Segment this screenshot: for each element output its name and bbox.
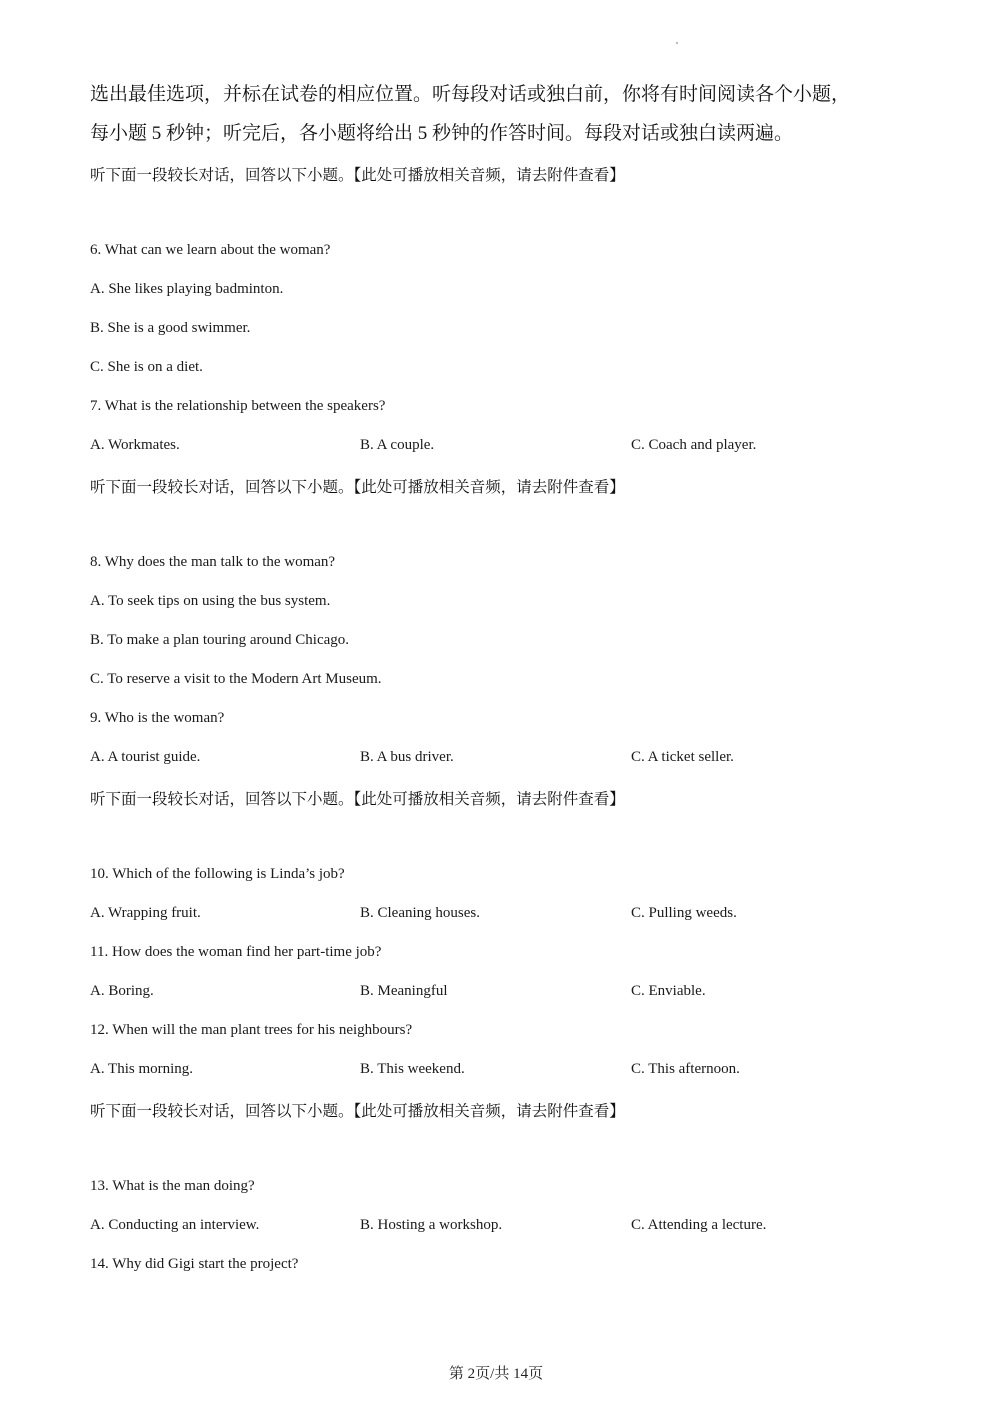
- question-7-option-b: B. A couple.: [360, 437, 435, 453]
- question-6-option-b: B. She is a good swimmer.: [90, 320, 251, 336]
- question-8-stem: 8. Why does the man talk to the woman?: [90, 554, 336, 570]
- question-10-stem: 10. Which of the following is Linda’s job?: [90, 866, 345, 882]
- question-6-stem: 6. What can we learn about the woman?: [90, 242, 331, 258]
- question-11-option-c: C. Enviable.: [631, 983, 706, 999]
- question-9-option-c: C. A ticket seller.: [631, 749, 734, 765]
- question-10-option-b: B. Cleaning houses.: [360, 905, 480, 921]
- question-12-option-a: A. This morning.: [90, 1061, 194, 1077]
- question-8-option-c: C. To reserve a visit to the Modern Art Museum.: [90, 671, 382, 687]
- question-11-option-a: A. Boring.: [90, 983, 154, 999]
- question-11-stem: 11. How does the woman find her part-time job?: [90, 944, 382, 960]
- question-6-option-a: A. She likes playing badminton.: [90, 281, 284, 297]
- intro-line-2: 每小题 5 秒钟；听完后，各小题将给出 5 秒钟的作答时间。每段对话或独白读两遍。: [90, 123, 794, 144]
- intro-line-1: 选出最佳选项，并标在试卷的相应位置。听每段对话或独白前，你将有时间阅读各个小题，: [90, 84, 851, 105]
- question-11-option-b: B. Meaningful: [360, 983, 448, 999]
- section-instruction: 听下面一段较长对话，回答以下小题。【此处可播放相关音频，请去附件查看】: [90, 166, 625, 184]
- question-7-stem: 7. What is the relationship between the speakers?: [90, 398, 386, 414]
- question-9-stem: 9. Who is the woman?: [90, 710, 225, 726]
- question-13-option-b: B. Hosting a workshop.: [360, 1217, 503, 1233]
- question-7-option-a: A. Workmates.: [90, 437, 180, 453]
- question-10-option-a: A. Wrapping fruit.: [90, 905, 201, 921]
- page-mark-dot: [676, 42, 678, 44]
- question-13-option-a: A. Conducting an interview.: [90, 1217, 260, 1233]
- question-8-option-b: B. To make a plan touring around Chicago.: [90, 632, 350, 648]
- question-13-stem: 13. What is the man doing?: [90, 1178, 255, 1194]
- question-12-option-b: B. This weekend.: [360, 1061, 465, 1077]
- question-12-option-c: C. This afternoon.: [631, 1061, 740, 1077]
- question-6-option-c: C. She is on a diet.: [90, 359, 203, 375]
- question-9-option-a: A. A tourist guide.: [90, 749, 201, 765]
- section-instruction: 听下面一段较长对话，回答以下小题。【此处可播放相关音频，请去附件查看】: [90, 790, 625, 808]
- question-8-option-a: A. To seek tips on using the bus system.: [90, 593, 331, 609]
- question-13-option-c: C. Attending a lecture.: [631, 1217, 767, 1233]
- question-14-stem: 14. Why did Gigi start the project?: [90, 1256, 299, 1272]
- question-10-option-c: C. Pulling weeds.: [631, 905, 737, 921]
- question-9-option-b: B. A bus driver.: [360, 749, 454, 765]
- question-12-stem: 12. When will the man plant trees for his neighbours?: [90, 1022, 413, 1038]
- question-7-option-c: C. Coach and player.: [631, 437, 757, 453]
- page-number-footer: 第 2页/共 14页: [448, 1366, 544, 1382]
- section-instruction: 听下面一段较长对话，回答以下小题。【此处可播放相关音频，请去附件查看】: [90, 478, 625, 496]
- section-instruction: 听下面一段较长对话，回答以下小题。【此处可播放相关音频，请去附件查看】: [90, 1102, 625, 1120]
